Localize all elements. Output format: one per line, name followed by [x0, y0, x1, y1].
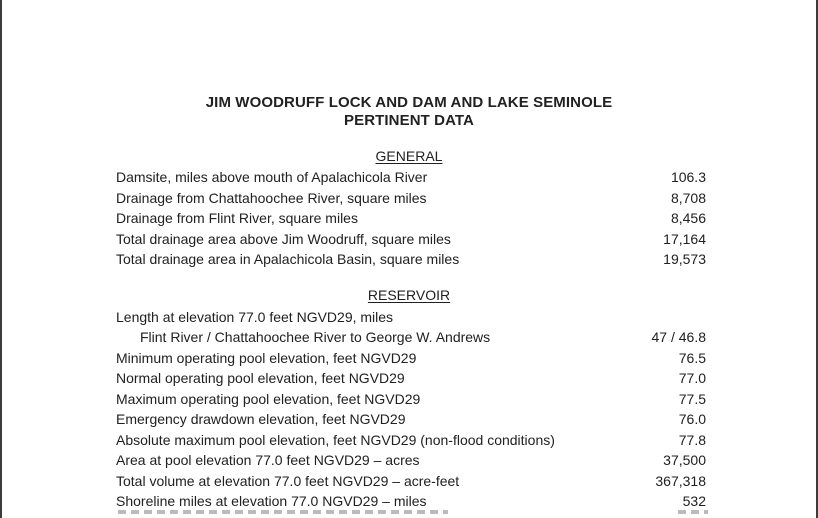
clipped-next-line-left — [118, 510, 448, 514]
table-row — [116, 307, 706, 328]
row-value: 77.8 — [678, 431, 706, 448]
row-value: 106.3 — [670, 169, 706, 185]
row-label: Total volume at elevation 77.0 feet NGVD29 – acre-feet — [116, 472, 460, 489]
row-value: 367,318 — [655, 472, 706, 489]
row-value: 532 — [682, 493, 706, 509]
row-value: 8,708 — [670, 189, 706, 206]
row-label: Maximum operating pool elevation, feet NGVD29 — [116, 390, 421, 407]
table-row — [116, 450, 706, 471]
clipped-next-line-right — [678, 510, 708, 514]
page-title-line1: JIM WOODRUFF LOCK AND DAM AND LAKE SEMINOLE — [205, 94, 613, 111]
table-row — [116, 208, 706, 229]
table-row — [116, 167, 706, 188]
table-row — [116, 409, 706, 430]
section-heading-reservoir: RESERVOIR — [367, 286, 451, 303]
table-row — [116, 188, 706, 209]
row-label: Total drainage area above Jim Woodruff, square miles — [116, 230, 451, 247]
row-label: Normal operating pool elevation, feet NGVD29 — [116, 370, 405, 386]
row-label: Flint River / Chattahoochee River to George W. Andrews — [140, 329, 491, 345]
row-label: Drainage from Flint River, square miles — [116, 210, 358, 226]
row-label: Absolute maximum pool elevation, feet NGVD29 (non-flood conditions) — [116, 431, 555, 448]
row-value: 76.0 — [678, 411, 706, 427]
page-title — [2, 94, 816, 130]
row-label: Shoreline miles at elevation 77.0 NGVD29 – miles — [116, 493, 427, 509]
table-row — [116, 249, 706, 270]
table-row — [116, 389, 706, 410]
table-row — [116, 348, 706, 369]
table-row — [116, 471, 706, 492]
row-label: Length at elevation 77.0 feet NGVD29, miles — [116, 308, 394, 325]
row-value: 37,500 — [663, 452, 706, 468]
row-value: 77.0 — [678, 370, 706, 386]
table-row — [116, 368, 706, 389]
section-heading-general: GENERAL — [375, 148, 443, 164]
row-value: 17,164 — [663, 230, 706, 247]
row-value: 77.5 — [678, 390, 706, 407]
row-label: Damsite, miles above mouth of Apalachicola River — [116, 169, 428, 185]
row-label: Area at pool elevation 77.0 feet NGVD29 – acres — [116, 452, 420, 468]
row-value: 8,456 — [670, 210, 706, 226]
section-rows-general — [2, 167, 816, 270]
sections-container — [2, 148, 816, 512]
row-label: Emergency drawdown elevation, feet NGVD29 — [116, 411, 406, 427]
row-value: 47 / 46.8 — [651, 329, 706, 345]
row-label: Minimum operating pool elevation, feet NGVD29 — [116, 349, 417, 366]
row-value: 76.5 — [678, 349, 706, 366]
row-label: Drainage from Chattahoochee River, square miles — [116, 189, 427, 206]
table-row — [116, 229, 706, 250]
row-label: Total drainage area in Apalachicola Basin, square miles — [116, 251, 460, 267]
row-value: 19,573 — [663, 251, 706, 267]
table-row — [116, 430, 706, 451]
table-row — [116, 491, 706, 512]
page-title-line2: PERTINENT DATA — [343, 112, 474, 129]
section-rows-reservoir — [2, 307, 816, 512]
table-row — [116, 327, 706, 348]
